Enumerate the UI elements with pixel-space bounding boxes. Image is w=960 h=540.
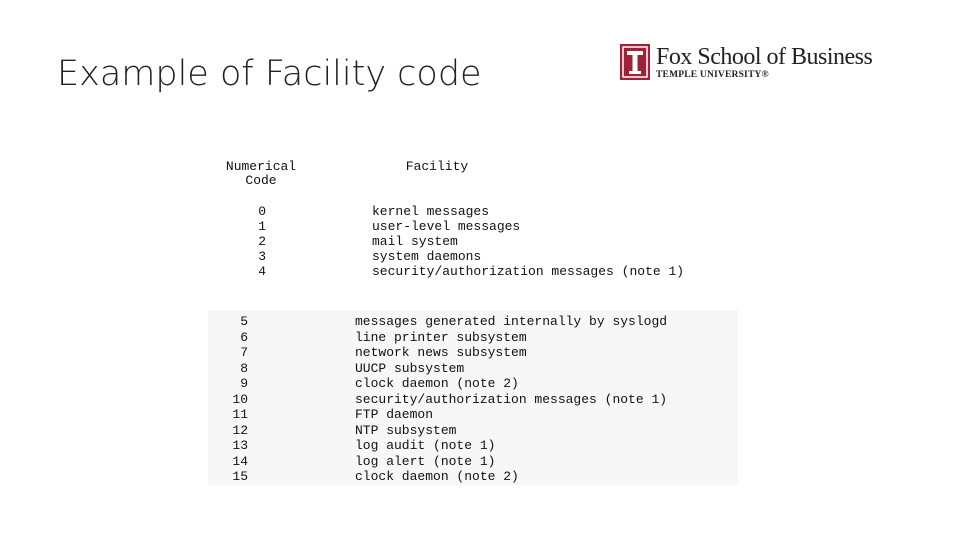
- row-code: 15: [232, 469, 248, 484]
- row-code: 2: [258, 234, 266, 249]
- row-facility: NTP subsystem: [355, 422, 457, 438]
- row-facility: UUCP subsystem: [355, 360, 465, 376]
- row-code: 4: [258, 264, 266, 279]
- row-facility: messages generated internally by syslogd: [355, 314, 668, 329]
- row-code: 1: [258, 219, 266, 234]
- row-code: 5: [240, 314, 248, 329]
- header-code-line-2: Code: [245, 173, 277, 188]
- slide-title: Example of Facility code: [57, 54, 482, 94]
- row-code: 3: [258, 249, 266, 264]
- row-facility: mail system: [372, 234, 458, 249]
- row-facility: log alert (note 1): [355, 453, 496, 469]
- row-facility: security/authorization messages (note 1): [372, 264, 685, 279]
- row-facility: security/authorization messages (note 1): [355, 391, 668, 407]
- row-code: 6: [240, 329, 248, 345]
- row-code: 8: [240, 360, 248, 376]
- header-numerical-code: [212, 160, 310, 188]
- row-code: 14: [232, 453, 248, 469]
- fox-school-logo: [620, 44, 890, 86]
- facility-table-top: [212, 156, 712, 296]
- row-facility: clock daemon (note 2): [355, 376, 519, 391]
- row-facility: clock daemon (note 2): [355, 469, 519, 484]
- header-facility: Facility: [405, 159, 469, 174]
- row-facility: system daemons: [372, 249, 482, 264]
- row-code: 10: [232, 391, 248, 407]
- logo-subtitle: TEMPLE UNIVERSITY®: [656, 70, 769, 80]
- row-facility: kernel messages: [372, 204, 490, 219]
- row-facility: log audit (note 1): [355, 438, 496, 453]
- facility-table-bottom: [208, 310, 738, 485]
- row-code: 11: [232, 407, 248, 422]
- header-code-line-1: Numerical: [225, 159, 297, 174]
- row-facility: network news subsystem: [355, 345, 527, 360]
- row-facility: user-level messages: [372, 219, 521, 234]
- row-code: 7: [240, 345, 248, 360]
- row-facility: line printer subsystem: [355, 329, 527, 345]
- row-code: 9: [240, 376, 248, 391]
- logo-name: Fox School of Business: [656, 44, 873, 70]
- row-code: 12: [232, 422, 248, 438]
- row-code: 0: [258, 204, 266, 219]
- temple-t-icon: [620, 44, 650, 80]
- row-facility: FTP daemon: [355, 407, 434, 422]
- row-code: 13: [232, 438, 248, 453]
